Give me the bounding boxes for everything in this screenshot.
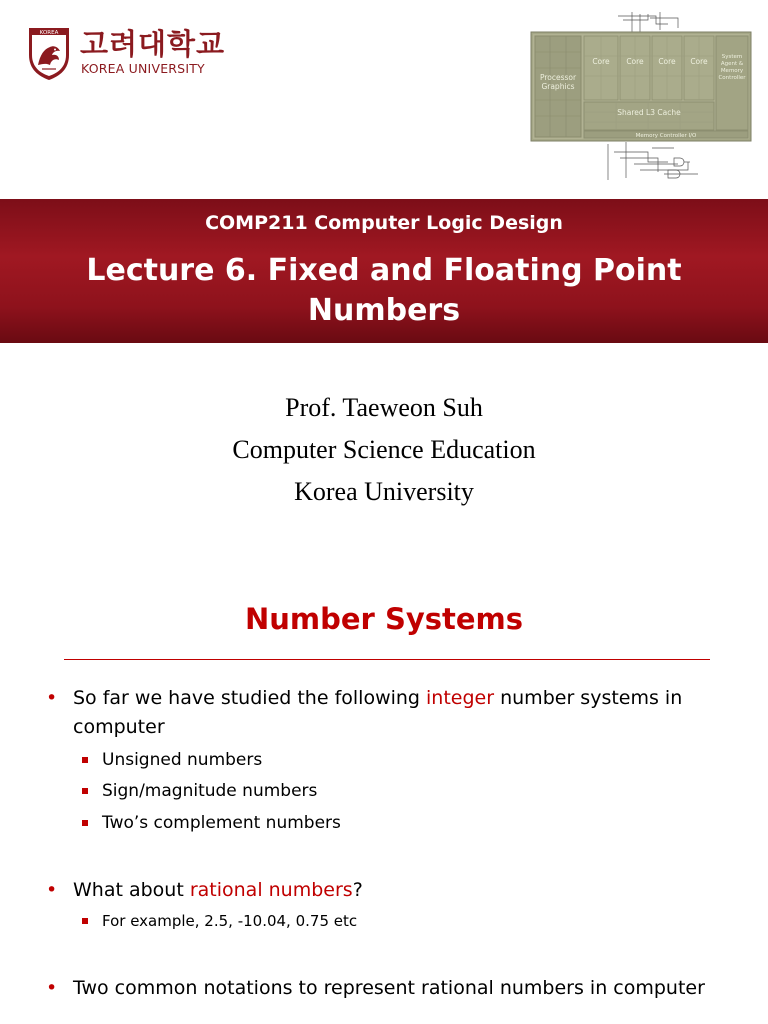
bullet-dot-icon: •: [46, 977, 58, 999]
bullet-rational-numbers: [46, 876, 723, 905]
highlight-integer: integer: [426, 687, 495, 709]
chip-label-system-4: Controller: [718, 75, 746, 81]
title-banner: [0, 199, 768, 343]
chip-label-system-3: Memory: [720, 68, 744, 74]
bullet-text: What about: [73, 879, 190, 901]
bullet-integer-systems: [46, 684, 723, 742]
bullet-dot-icon: •: [46, 879, 58, 901]
bullet-two-notations: [46, 974, 723, 1003]
square-bullet-icon: [82, 757, 88, 763]
square-bullet-icon: [82, 918, 88, 924]
seal-text: KOREA: [39, 30, 59, 36]
chip-label-processor: Processor: [539, 73, 577, 82]
author-department: Computer Science Education: [232, 435, 536, 464]
university-seal-icon: [26, 25, 72, 81]
author-university: Korea University: [294, 477, 474, 506]
chip-label-core-1: Core: [592, 57, 610, 66]
chip-label-core-3: Core: [658, 57, 676, 66]
course-title: COMP211 Computer Logic Design: [205, 212, 563, 234]
sub-bullet-text: Two’s complement numbers: [102, 813, 341, 833]
lecture-title: [40, 251, 728, 331]
chip-label-shared-cache: Shared L3 Cache: [617, 108, 681, 117]
logo-korean-name: 고려대학교: [80, 27, 226, 61]
author-block: [0, 387, 768, 513]
lecture-title-line-1: Lecture 6. Fixed and Floating Point: [86, 253, 682, 288]
sub-bullet-twos-complement: [102, 811, 702, 835]
chip-die-illustration: [528, 12, 754, 182]
chip-label-core-4: Core: [690, 57, 708, 66]
bullet-text: ?: [352, 879, 363, 901]
sub-bullet-unsigned: [102, 748, 702, 772]
logo-english-name: KOREA UNIVERSITY: [81, 61, 205, 76]
processor-die-image: [528, 12, 754, 182]
chip-label-system-2: Agent &: [720, 61, 744, 67]
sub-bullet-example: [102, 909, 702, 933]
square-bullet-icon: [82, 820, 88, 826]
author-name: Prof. Taeweon Suh: [285, 393, 483, 422]
sub-bullet-text: Unsigned numbers: [102, 750, 263, 770]
section-title: Number Systems: [244, 602, 524, 636]
sub-bullet-sign-magnitude: [102, 779, 702, 803]
chip-label-system-1: System: [721, 54, 743, 60]
bullet-text: number systems in computer: [73, 687, 683, 738]
bullet-dot-icon: •: [46, 687, 58, 709]
lecture-title-line-2: Numbers: [307, 293, 461, 328]
sub-bullet-text: Sign/magnitude numbers: [102, 781, 318, 801]
bullet-text: Two common notations to represent rational numbers in computer: [73, 977, 705, 999]
chip-label-core-2: Core: [626, 57, 644, 66]
bullet-text: So far we have studied the following: [73, 687, 427, 709]
chip-label-graphics: Graphics: [541, 82, 575, 91]
title-divider: [64, 659, 710, 660]
highlight-rational: rational numbers: [189, 879, 353, 901]
sub-bullet-text: For example, 2.5, -10.04, 0.75 etc: [102, 912, 358, 930]
university-logo: [26, 25, 256, 85]
chip-label-memory-controller: Memory Controller I/O: [635, 133, 697, 139]
square-bullet-icon: [82, 788, 88, 794]
